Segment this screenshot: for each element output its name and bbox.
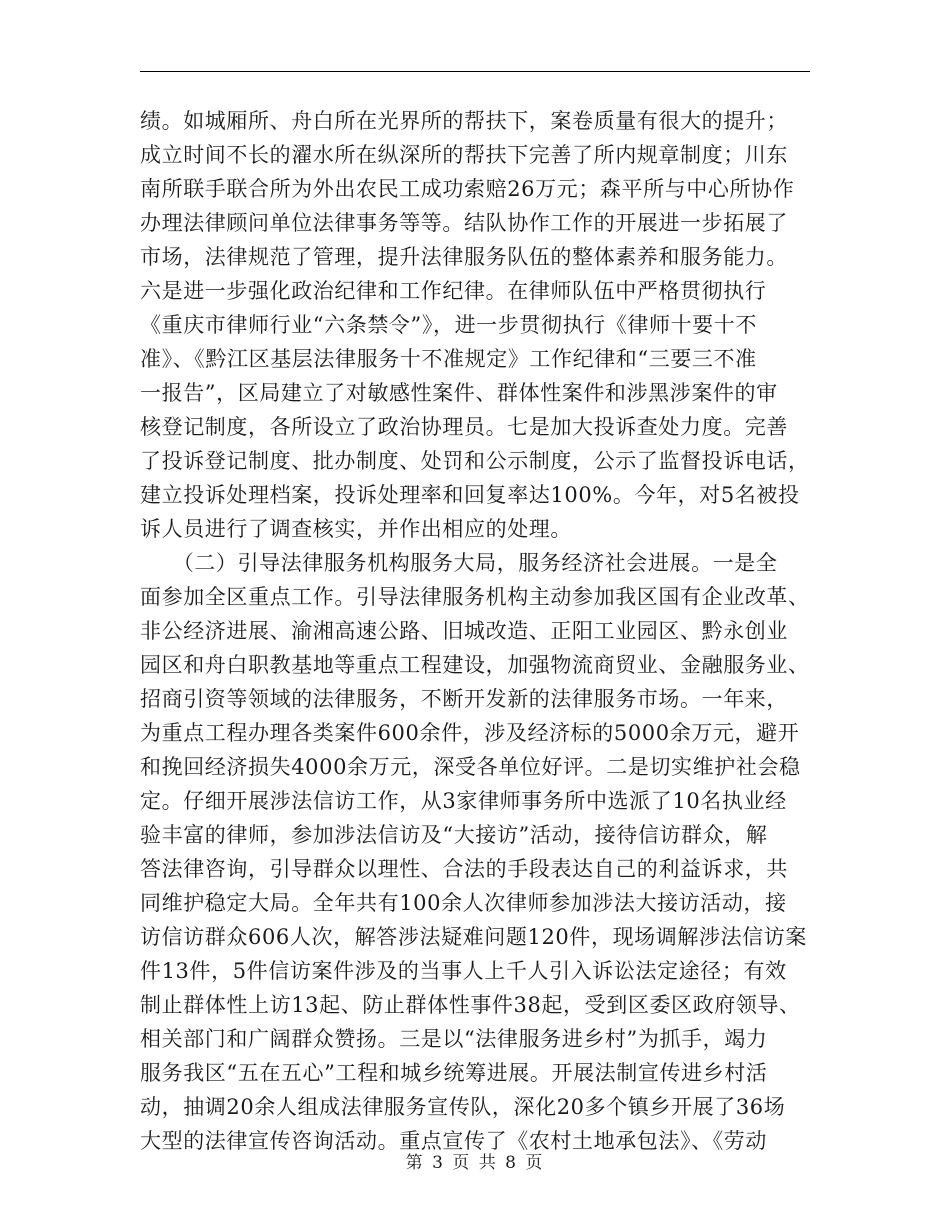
text-line: 非公经济进展、渝湘高速公路、旧城改造、正阳工业园区、黔永创业 — [140, 619, 788, 643]
document-body — [140, 104, 820, 1158]
text-line: 核登记制度，各所设立了政治协理员。七是加大投诉查处力度。完善 — [140, 415, 788, 439]
text-line: 园区和舟白职教基地等重点工程建设，加强物流商贸业、金融服务业、 — [140, 653, 810, 677]
text-line: 《重庆市律师行业“六条禁令”》，进一步贯彻执行《律师十要十不 — [140, 313, 757, 337]
text-line: 六是进一步强化政治纪律和工作纪律。在律师队伍中严格贯彻执行 — [140, 279, 767, 303]
text-line: 准》、《黔江区基层法律服务十不准规定》工作纪律和“三要三不准 — [140, 347, 757, 371]
text-line: 招商引资等领域的法律服务，不断开发新的法律服务市场。一年来， — [140, 687, 788, 711]
text-line: 面参加全区重点工作。引导法律服务机构主动参加我区国有企业改革、 — [140, 585, 810, 609]
text-line: 办理法律顾问单位法律事务等等。结队协作工作的开展进一步拓展了 — [140, 211, 788, 235]
text-line: 一报告”，区局建立了对敏感性案件、群体性案件和涉黑涉案件的审 — [140, 381, 778, 405]
text-line: 访信访群众606人次，解答涉法疑难问题120件，现场调解涉法信访案 — [140, 925, 807, 949]
text-line: 动，抽调20余人组成法律服务宣传队，深化20多个镇乡开展了36场 — [140, 1095, 786, 1119]
text-line: 同维护稳定大局。全年共有100余人次律师参加涉法大接访活动，接 — [140, 891, 787, 915]
text-line: 大型的法律宣传咨询活动。重点宣传了《农村土地承包法》、《劳动 — [140, 1129, 767, 1153]
text-line: 服务我区“五在五心”工程和城乡统筹进展。开展法制宣传进乡村活 — [140, 1061, 768, 1085]
header-rule — [140, 71, 810, 72]
text-line: （二）引导法律服务机构服务大局，服务经济社会进展。一是全 — [140, 551, 778, 575]
text-line: 和挽回经济损失4000余万元，深受各单位好评。二是切实维护社会稳 — [140, 755, 801, 779]
text-line: 验丰富的律师，参加涉法信访及“大接访”活动，接待信访群众，解 — [140, 823, 768, 847]
text-line: 建立投诉处理档案，投诉处理率和回复率达100%。今年，对5名被投 — [140, 483, 800, 507]
page-number-footer: 第 3 页 共 8 页 — [405, 1153, 545, 1173]
text-line: 了投诉登记制度、批办制度、处罚和公示制度，公示了监督投诉电话， — [140, 449, 810, 473]
text-line: 答法律咨询，引导群众以理性、合法的手段表达自己的利益诉求，共 — [140, 857, 788, 881]
text-line: 件13件，5件信访案件涉及的当事人上千人引入诉讼法定途径；有效 — [140, 959, 787, 983]
text-line: 南所联手联合所为外出农民工成功索赔26万元；森平所与中心所协作 — [140, 177, 795, 201]
text-line: 定。仔细开展涉法信访工作，从3家律师事务所中选派了10名执业经 — [140, 789, 787, 813]
text-line: 成立时间不长的濯水所在纵深所的帮扶下完善了所内规章制度；川东 — [140, 143, 788, 167]
text-line: 绩。如城厢所、舟白所在光界所的帮扶下，案卷质量有很大的提升； — [140, 109, 788, 133]
text-line: 相关部门和广阔群众赞扬。三是以“法律服务进乡村”为抓手，竭力 — [140, 1027, 768, 1051]
text-line: 制止群体性上访13起、防止群体性事件38起，受到区委区政府领导、 — [140, 993, 801, 1017]
text-line: 为重点工程办理各类案件600余件，涉及经济标的5000余万元，避开 — [140, 721, 800, 745]
text-line: 市场，法律规范了管理，提升法律服务队伍的整体素养和服务能力。 — [140, 245, 788, 269]
text-line: 诉人员进行了调查核实，并作出相应的处理。 — [140, 517, 572, 541]
